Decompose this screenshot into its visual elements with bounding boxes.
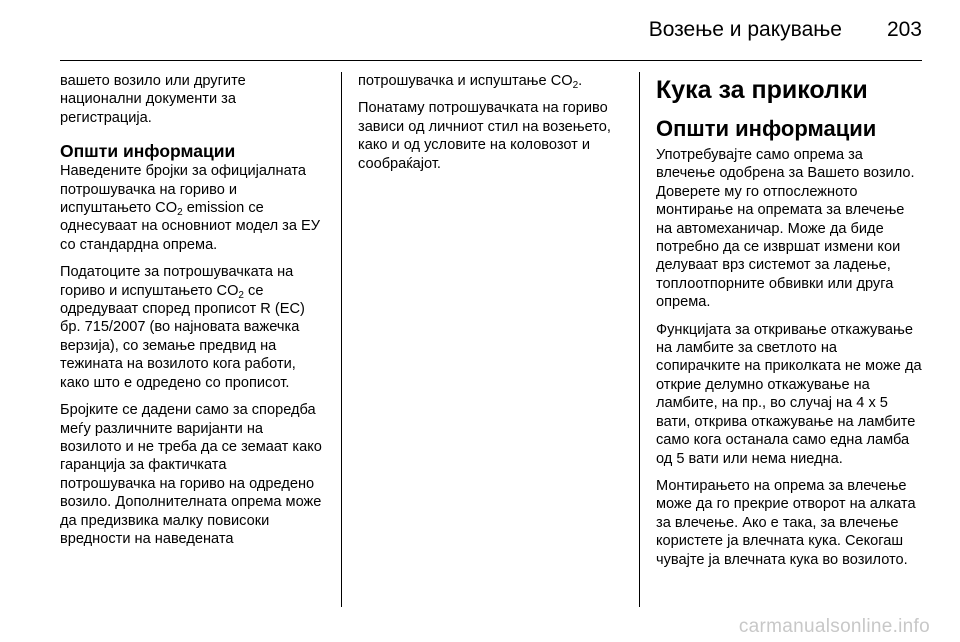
watermark: carmanualsonline.info xyxy=(738,616,930,637)
paragraph: Монтирањето на опрема за влечење може да го прекрие отворот на алката за влечење. Ако е така, за влечење користете ја влечната кука. Секогаш чувајте ја влечната кука во возилото. xyxy=(656,477,916,568)
column-divider xyxy=(341,72,342,607)
page-number: 203 xyxy=(886,18,922,41)
paragraph: Функцијата за откривање откажување на ламбите за светлото на сопирачките на приколката не може да открие делумно откажување на ламбите, на пр., во случај на 4 x 5 вати, открива откажување на ламбите само кога останала само една ламба од 5 вати или нема ниедна. xyxy=(656,321,922,467)
paragraph: вашето возило или другите национални документи за регистрација. xyxy=(60,73,246,126)
header-rule xyxy=(60,60,922,61)
section-heading: Општи информации xyxy=(656,116,877,141)
section-heading: Општи информации xyxy=(60,141,236,162)
column-3 xyxy=(656,72,924,578)
page-header xyxy=(60,14,922,50)
column-1 xyxy=(60,72,325,557)
chapter-title: Возење и ракување xyxy=(648,18,842,41)
paragraph: Наведените бројки за официјалната потрошувачка на гориво и испуштањето $CO_2$ emission се однесуваат на основниот модел за ЕУ со стандардна опрема. xyxy=(60,163,321,253)
paragraph: Податоците за потрошувачката на гориво и испуштањето $CO_2$ се одредуваат според прописот R (EC) бр. 715/2007 (во најновата важечка верзија), со земање предвид на тежината на возилото кога работи, како што е одредено со прописот. xyxy=(60,264,305,391)
paragraph: Употребувајте само опрема за влечење одобрена за Вашето возило. Доверете му го отпослежното монтирање на опремата за влечење на автомеханичар. Може да биде потребно да се извршат измени кои делуваат врз системот за ладење, топлоотпорните обвивки или друга опрема. xyxy=(656,147,915,311)
paragraph: потрошувачка и испуштање $CO_2$. xyxy=(358,73,583,91)
paragraph: Понатаму потрошувачката на гориво зависи од личниот стил на возењето, како и од условите на коловозот и сообраќајот. xyxy=(358,100,611,172)
column-2 xyxy=(358,72,626,182)
paragraph: Бројките се дадени само за споредба меѓу различните варијанти на возилото и не треба да се земаат како гаранција за фактичката потрошувачка на гориво на одредено возило. Дополнителната опрема може да предизвика малку повисоки вредности на наведената xyxy=(60,402,322,547)
chapter-heading: Кука за приколки xyxy=(656,76,868,104)
column-divider xyxy=(639,72,640,607)
